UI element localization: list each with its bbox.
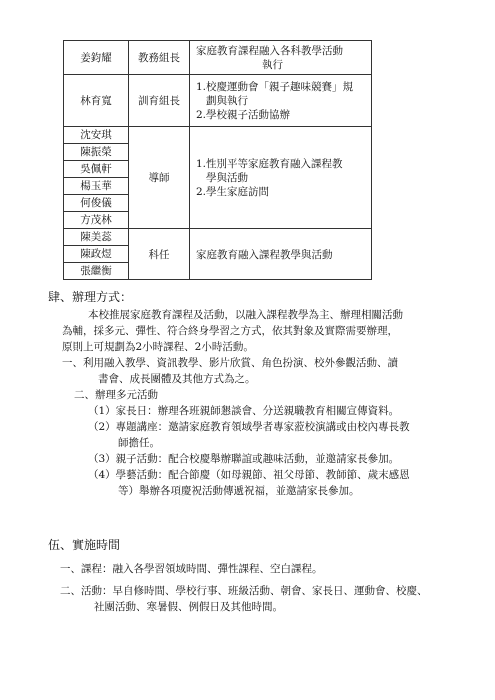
- teacher-name: 陳振榮: [64, 144, 128, 161]
- paragraph-line: 為輔，採多元、彈性、符合終身學習之方式，依其對象及實際需要辦理，: [62, 325, 398, 337]
- section-5-heading: 伍、實施時間: [48, 538, 121, 552]
- table-row: [64, 229, 372, 280]
- role-cell: 導師: [129, 127, 190, 229]
- name-cell: 姜鈞耀: [64, 41, 129, 75]
- sub-item: （3）親子活動：配合校慶舉辦聯誼或趣味活動，並邀請家長參加。: [88, 453, 400, 465]
- role-cell: 訓育組長: [129, 75, 190, 127]
- sub-item-continuation: 等）舉辦各項慶祝活動傳遞祝福，並邀請家長參加。: [118, 485, 360, 497]
- duty-cell: 1.校慶運動會「親子趣味競賽」規 劃與執行 2.學校親子活動協辦: [190, 75, 372, 127]
- sub-item-continuation: 師擔任。: [118, 437, 160, 449]
- teacher-name: 楊玉華: [64, 178, 128, 195]
- sub-item: （1）家長日：辦理各班親師懇談會、分送親職教育相關宣傳資料。: [88, 405, 400, 417]
- teacher-name: 陳政煜: [64, 246, 128, 263]
- sub-item: （4）學藝活動：配合節慶（如母親節、祖父母節、教師節、歲末感恩: [88, 469, 410, 481]
- teacher-name: 沈安琪: [64, 127, 128, 144]
- duty-cell: 家庭教育融入課程教學與活動: [190, 229, 372, 280]
- duty-cell: 1.性別平等家庭教育融入課程教 學與活動 2.學生家庭訪問: [190, 127, 372, 229]
- name-list: [64, 127, 129, 229]
- name-cell: 林育寬: [64, 75, 129, 127]
- section-4-heading: 肆、辦理方式：: [48, 290, 133, 304]
- role-cell: 科任: [129, 229, 190, 280]
- table-row: [64, 75, 372, 127]
- list-item: 一、課程：融入各學習領域時間、彈性課程、空白課程。: [60, 563, 323, 575]
- responsibility-table: [63, 40, 372, 280]
- teacher-name: 何俊儀: [64, 195, 128, 212]
- duty-cell: 家庭教育課程融入各科教學活動 執行: [190, 41, 372, 75]
- list-item: 二、辦理多元活動: [74, 389, 158, 401]
- teacher-name: 吳佩軒: [64, 161, 128, 178]
- name-list: [64, 229, 129, 280]
- list-item: 一、利用融入教學、資訊教學、影片欣賞、角色扮演、校外參觀活動、讀: [62, 357, 398, 369]
- paragraph-line: 本校推展家庭教育課程及活動，以融入課程教學為主、辦理相關活動: [88, 309, 403, 321]
- list-item-continuation: 社團活動、寒暑假、例假日及其他時間。: [94, 601, 283, 613]
- teacher-name: 方茂林: [80, 214, 112, 226]
- teacher-name: 陳美蕊: [64, 229, 128, 246]
- sub-item: （2）專題講座：邀請家庭教育領域學者專家蒞校演講或由校內專長教: [88, 421, 410, 433]
- list-item: 二、活動：早自修時間、學校行事、班級活動、朝會、家長日、運動會、校慶、: [60, 585, 428, 597]
- table-row: [64, 127, 372, 229]
- role-cell: 教務組長: [129, 41, 190, 75]
- teacher-name: 張繼衡: [80, 265, 112, 277]
- paragraph-line: 原則上可規劃為2小時課程、2小時活動。: [62, 341, 254, 353]
- list-item-continuation: 書會、成長團體及其他方式為之。: [98, 373, 256, 385]
- table-row: [64, 41, 372, 75]
